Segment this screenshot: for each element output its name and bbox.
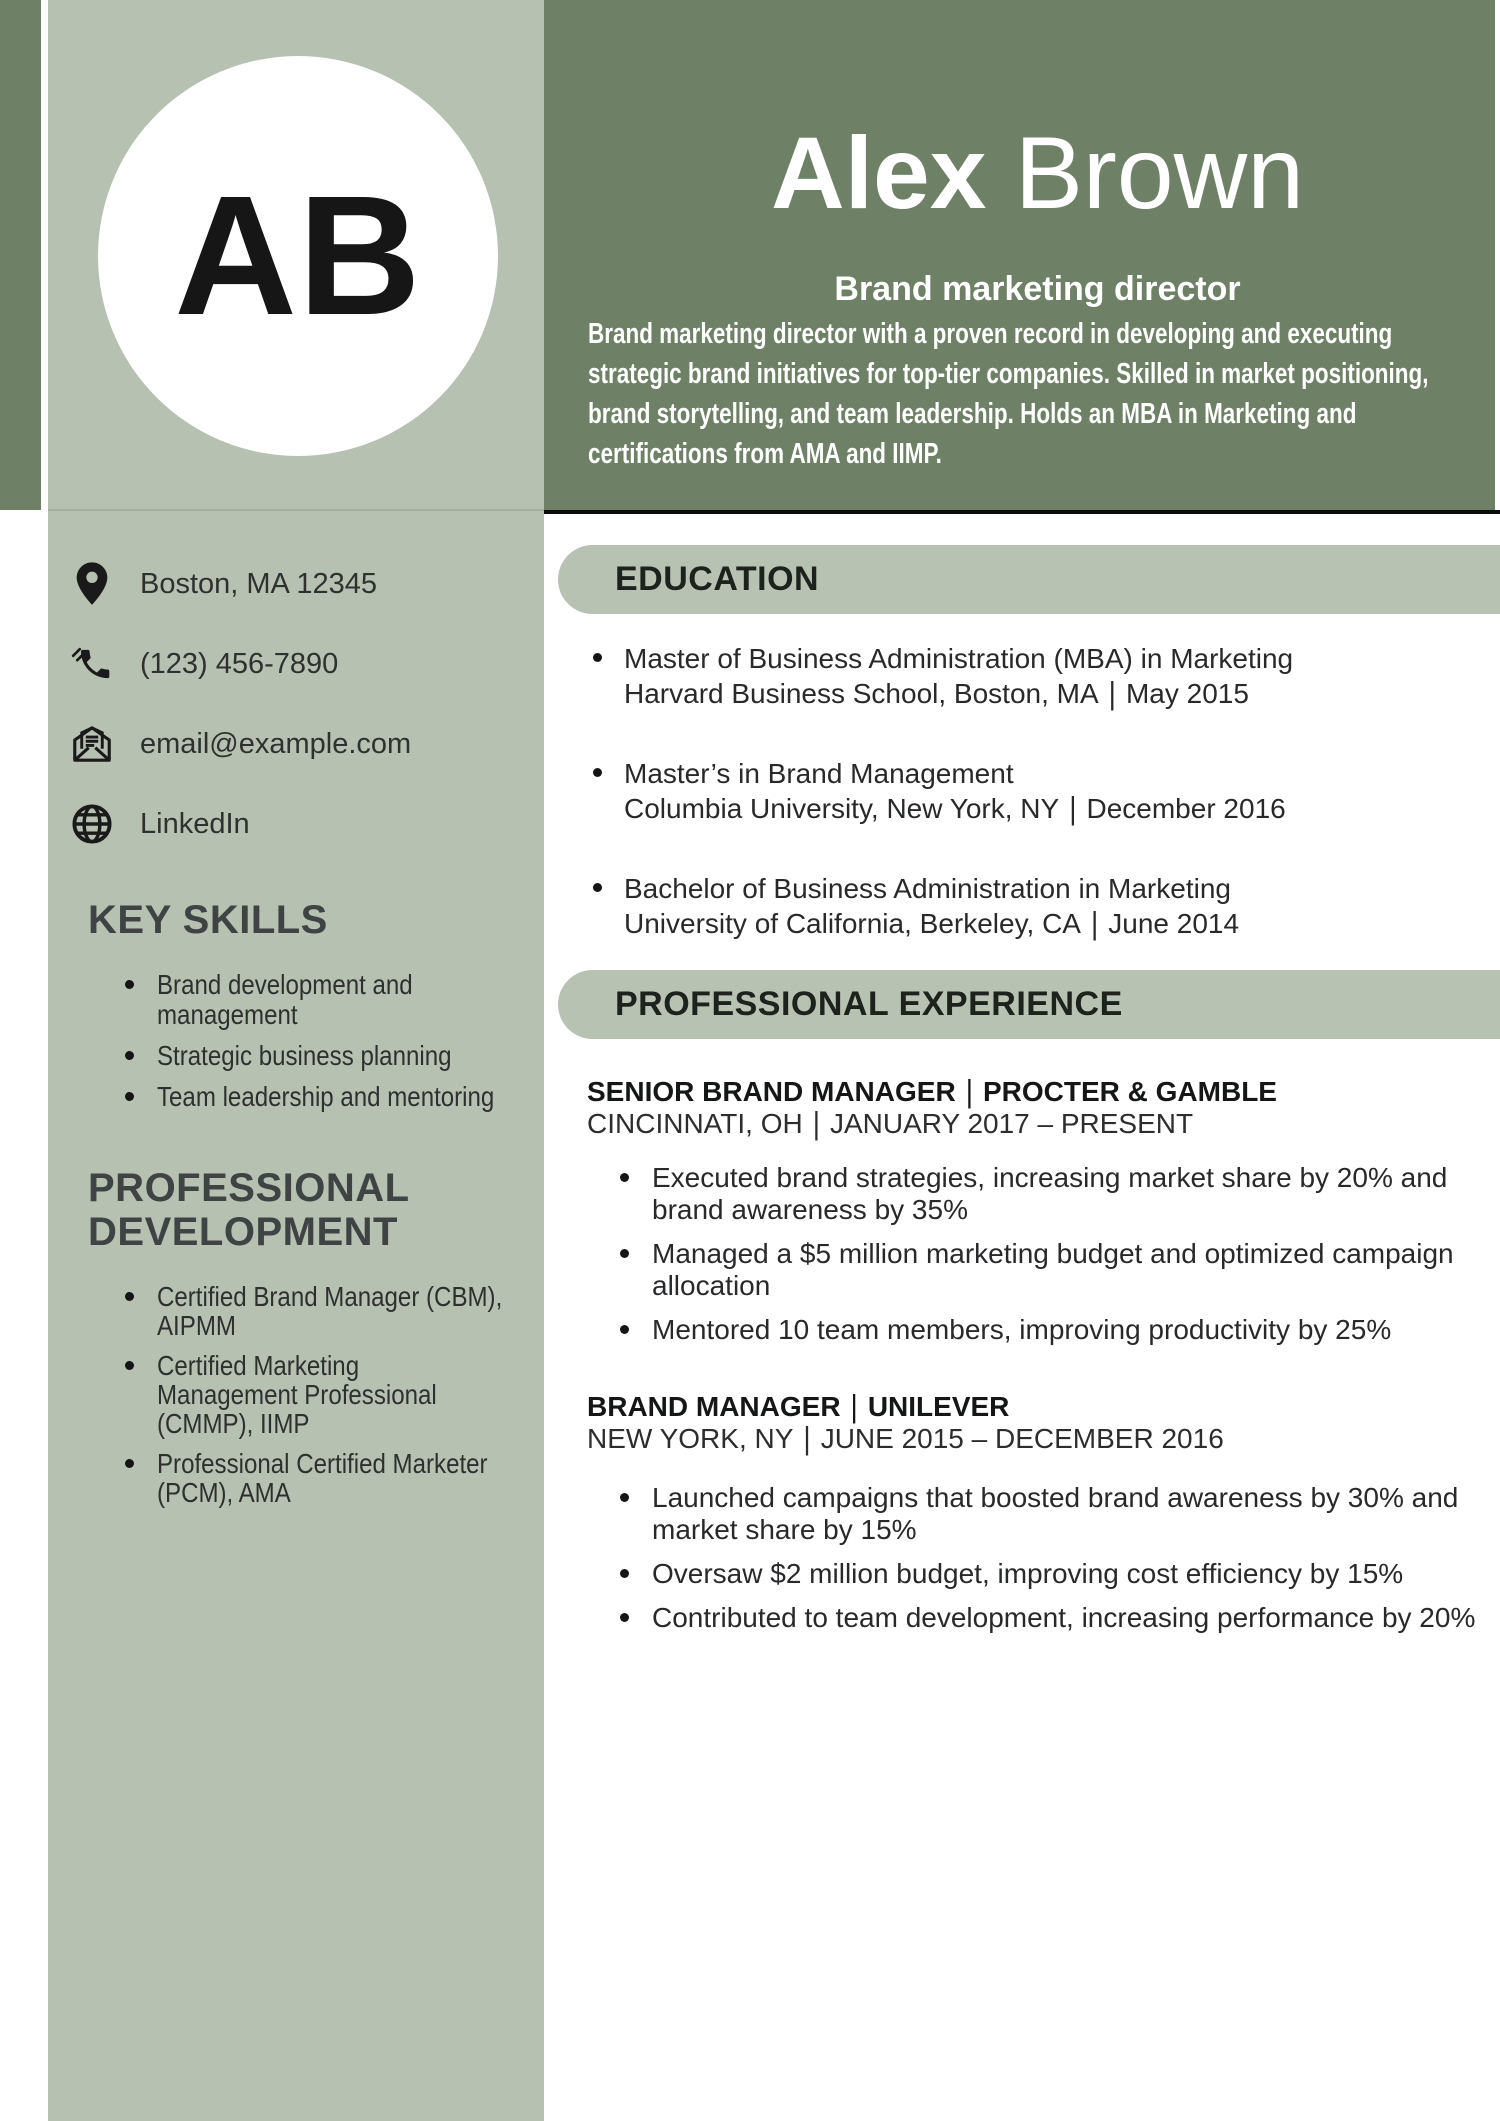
education-date: December 2016 xyxy=(1086,793,1286,824)
separator: | xyxy=(850,1389,858,1424)
phone-icon xyxy=(69,638,115,690)
avatar xyxy=(98,56,498,456)
contact-linkedin-text: LinkedIn xyxy=(140,807,250,840)
job-dates: JANUARY 2017 – PRESENT xyxy=(829,1108,1194,1139)
job-company: UNILEVER xyxy=(867,1391,1010,1422)
separator: | xyxy=(1069,791,1077,826)
key-skills-list xyxy=(117,970,567,1123)
separator: | xyxy=(1108,676,1116,711)
job-meta-line: CINCINNATI, OH | JANUARY 2017 – PRESENT xyxy=(587,1106,1194,1141)
education-degree: Bachelor of Business Administration in Marketing xyxy=(624,873,1231,904)
separator: | xyxy=(803,1421,811,1456)
job-meta-line: NEW YORK, NY | JUNE 2015 – DECEMBER 2016 xyxy=(587,1421,1224,1456)
education-list xyxy=(585,641,1465,986)
separator: | xyxy=(965,1074,973,1109)
certification-item: Certified Brand Manager (CBM), AIPMM xyxy=(117,1282,567,1340)
professional-development-heading: PROFESSIONAL DEVELOPMENT xyxy=(88,1166,409,1254)
education-school-line: Columbia University, New York, NY | December 2016 xyxy=(624,791,1465,826)
education-entry xyxy=(585,756,1465,826)
job-title-line: SENIOR BRAND MANAGER | PROCTER & GAMBLE xyxy=(587,1074,1277,1109)
first-name: Alex xyxy=(771,116,987,230)
left-accent-bar xyxy=(0,0,41,510)
contact-item-phone xyxy=(69,638,411,690)
skill-item: Brand development and management xyxy=(117,970,567,1030)
job-header xyxy=(587,1076,1487,1140)
certification-item: Professional Certified Marketer (PCM), AMA xyxy=(117,1449,567,1507)
header-summary: Brand marketing director with a proven record in developing and executing strategic brand initiatives for top-tier companies. Skilled in market positioning, brand storytelling, and team leadership. Holds an MBA in Marketing and certifications from AMA and IIMP. xyxy=(588,318,1429,470)
job-header xyxy=(587,1391,1487,1455)
education-school-line: University of California, Berkeley, CA | June 2014 xyxy=(624,906,1465,941)
job-dates: JUNE 2015 – DECEMBER 2016 xyxy=(820,1423,1224,1454)
key-skills-heading: KEY SKILLS xyxy=(88,898,328,942)
header-bottom-rule xyxy=(544,510,1500,514)
location-pin-icon xyxy=(69,558,115,610)
education-school-line: Harvard Business School, Boston, MA | May 2015 xyxy=(624,676,1465,711)
last-name: Brown xyxy=(1014,116,1304,230)
experience-section-title: PROFESSIONAL EXPERIENCE xyxy=(615,985,1123,1023)
header-job-title: Brand marketing director xyxy=(834,270,1241,308)
job-company: PROCTER & GAMBLE xyxy=(982,1076,1277,1107)
section-bar-education xyxy=(558,545,1500,614)
education-degree: Master’s in Brand Management xyxy=(624,758,1014,789)
section-bar-experience xyxy=(558,970,1500,1039)
education-date: May 2015 xyxy=(1125,678,1249,709)
skill-item: Team leadership and mentoring xyxy=(117,1082,567,1112)
job-bullet-list xyxy=(612,1162,1487,1358)
contact-item-linkedin xyxy=(69,798,411,850)
avatar-initials: AB xyxy=(174,161,422,351)
job-bullet: Contributed to team development, increasing performance by 20% xyxy=(612,1602,1487,1634)
separator: | xyxy=(1090,906,1099,941)
sidebar-divider xyxy=(48,509,544,511)
name xyxy=(544,118,1495,228)
job-bullet: Mentored 10 team members, improving productivity by 25% xyxy=(612,1314,1487,1346)
job-bullet-list xyxy=(612,1482,1487,1646)
education-date: June 2014 xyxy=(1108,908,1240,939)
education-degree: Master of Business Administration (MBA) in Marketing xyxy=(624,643,1294,674)
job-bullet: Oversaw $2 million budget, improving cost efficiency by 15% xyxy=(612,1558,1487,1590)
contact-phone-text: (123) 456-7890 xyxy=(140,647,339,680)
contact-item-email xyxy=(69,718,411,770)
education-section-title: EDUCATION xyxy=(615,560,820,598)
job-title-line: BRAND MANAGER | UNILEVER xyxy=(587,1389,1010,1424)
contact-location-text: Boston, MA 12345 xyxy=(140,567,377,600)
job-bullet: Launched campaigns that boosted brand awareness by 30% and market share by 15% xyxy=(612,1482,1487,1546)
education-entry xyxy=(585,871,1465,941)
certification-item: Certified Marketing Management Professional (CMMP), IIMP xyxy=(117,1351,567,1438)
education-entry xyxy=(585,641,1465,711)
job-bullet: Managed a $5 million marketing budget and optimized campaign allocation xyxy=(612,1238,1487,1302)
job-bullet: Executed brand strategies, increasing market share by 20% and brand awareness by 35% xyxy=(612,1162,1487,1226)
header-banner xyxy=(544,0,1495,510)
contact-item-location xyxy=(69,558,411,610)
professional-development-list xyxy=(117,1282,567,1518)
separator: | xyxy=(812,1106,820,1141)
contact-list xyxy=(69,558,411,878)
skill-item: Strategic business planning xyxy=(117,1041,567,1071)
contact-email-text: email@example.com xyxy=(140,727,412,760)
email-icon xyxy=(69,718,115,770)
globe-icon xyxy=(69,798,115,850)
